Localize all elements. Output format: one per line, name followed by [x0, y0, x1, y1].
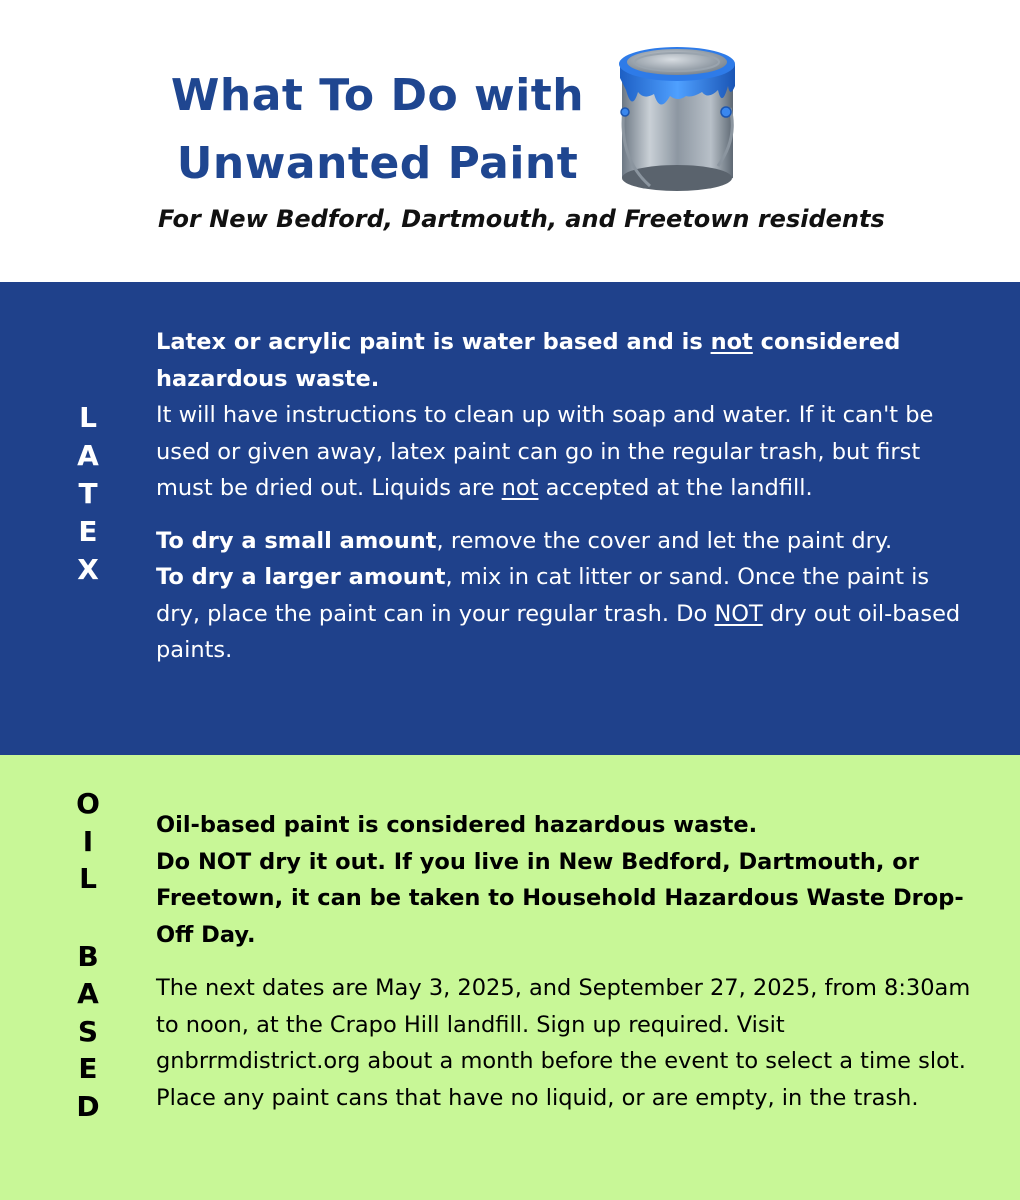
latex-label-letter: T	[78, 477, 98, 510]
oil-label-letter: L	[79, 862, 97, 895]
oil-label-letter: I	[82, 824, 94, 858]
oil-label-gap	[68, 898, 108, 938]
latex-body-part-b: accepted at the landfill.	[538, 475, 813, 501]
dry-large-not: NOT	[714, 600, 763, 627]
page-title	[150, 62, 605, 198]
latex-drying-paragraph	[156, 523, 976, 669]
oil-label-letter: D	[76, 1089, 100, 1123]
oil-intro-line: Oil-based paint is considered hazardous waste.	[156, 812, 758, 838]
oil-intro-paragraph	[156, 807, 976, 953]
oil-label-letter: S	[77, 1014, 99, 1048]
latex-label-letter: A	[77, 439, 99, 472]
latex-side-label	[68, 399, 108, 589]
latex-intro-part-a: Latex or acrylic paint is water based and is	[156, 329, 711, 355]
dry-large-text-b: dry out oil-based paints.	[156, 600, 961, 663]
oil-intro-rest: Do NOT dry it out. If you live in New Bedford, Dartmouth, or Freetown, it can be taken to Household Hazardous Waste Drop-Off Day.	[156, 848, 964, 948]
oil-label-letter: B	[77, 939, 99, 973]
oil-label-letter: A	[77, 977, 99, 1010]
oil-label-letter: E	[78, 1052, 98, 1085]
dry-small-heading: To dry a small amount	[156, 527, 437, 554]
latex-content	[156, 324, 976, 669]
dry-small-text: , remove the cover and let the paint dry.	[436, 527, 893, 554]
latex-intro-part-b: considered hazardous waste.	[156, 329, 901, 392]
page-subtitle: For New Bedford, Dartmouth, and Freetown residents	[158, 205, 885, 233]
oil-based-section	[0, 755, 1020, 1200]
latex-body-not: not	[501, 475, 539, 501]
oil-body-paragraph: The next dates are May 3, 2025, and September 27, 2025, from 8:30am to noon, at the Crapo Hill landfill. Sign up required. Visit gnbrrmdistrict.org about a month before the event to select a time slot. Place any paint cans that have no liquid, or are empty, in the trash.	[156, 975, 971, 1111]
oil-based-side-label	[68, 785, 108, 1125]
header	[0, 0, 1020, 282]
latex-intro-not: not	[710, 329, 753, 355]
latex-intro-paragraph	[156, 324, 976, 507]
latex-label-letter: L	[79, 401, 97, 434]
title-line-2: Unwanted Paint	[176, 138, 579, 189]
latex-body-part-a: It will have instructions to clean up with soap and water. If it can't be used or given away, latex paint can go in the regular trash, but first must be dried out. Liquids are	[156, 402, 934, 501]
dry-large-text-a: , mix in cat litter or sand. Once the paint is dry, place the paint can in your regular trash. Do	[156, 564, 930, 627]
title-line-1: What To Do with	[170, 70, 585, 121]
latex-label-letter: E	[78, 515, 98, 548]
oil-based-content	[156, 807, 976, 1116]
paint-can-icon	[610, 38, 745, 198]
latex-section	[0, 282, 1020, 755]
latex-label-letter: X	[77, 553, 99, 586]
oil-label-letter: O	[76, 787, 100, 820]
latex-intro-bold	[156, 329, 900, 392]
dry-large-heading: To dry a larger amount	[156, 564, 446, 590]
